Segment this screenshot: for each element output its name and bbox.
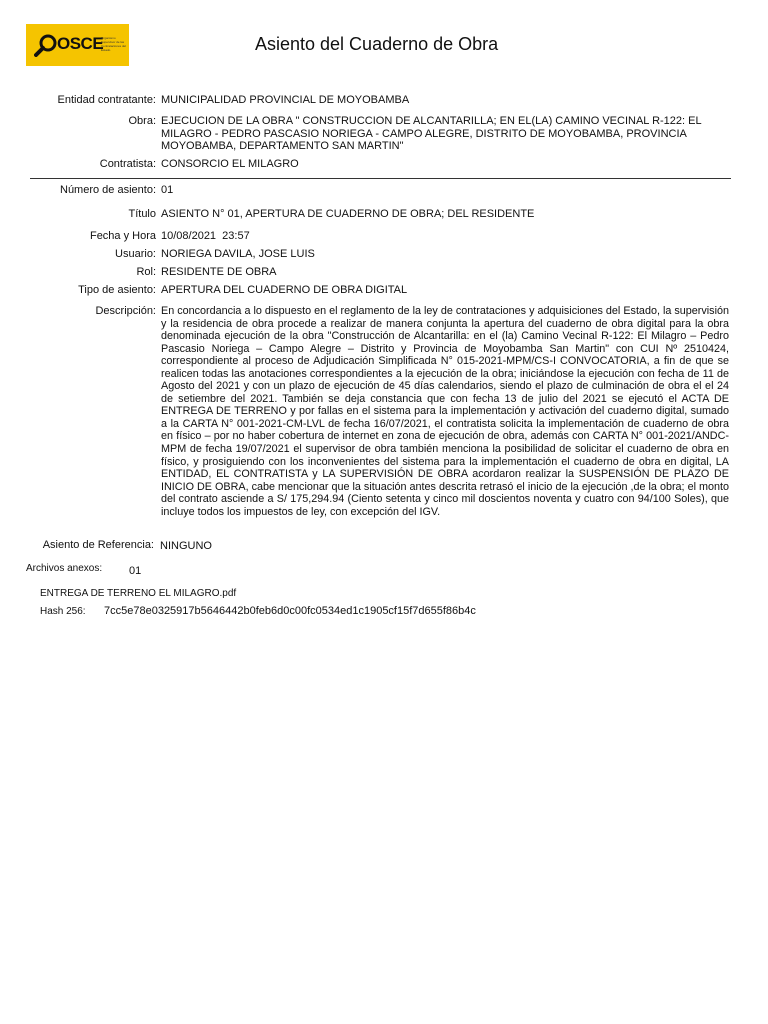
obra-label: Obra: xyxy=(128,115,156,127)
fecha-hora-value: 10/08/2021 23:57 xyxy=(161,230,250,242)
rol-label: Rol: xyxy=(136,266,156,278)
entidad-label: Entidad contratante: xyxy=(57,94,156,106)
fecha-hora-label: Fecha y Hora xyxy=(89,230,156,242)
attachment-file-name[interactable]: ENTREGA DE TERRENO EL MILAGRO.pdf xyxy=(40,588,237,599)
tipo-asiento-value: APERTURA DEL CUADERNO DE OBRA DIGITAL xyxy=(161,284,408,296)
descripcion-value: En concordancia a lo dispuesto en el reglamento de la ley de contrataciones y adquisiciones del Estado, la supervisión y la residencia de obra procede a realizar de manera conjunta la apertura del cuaderno de obra digital para la obra denominada ejecución de la obra "Construcción de Alcantarilla: en el (la) Camino Vecinal R-122: El Milagro – Pedro Pascasio Noriega – Campo Alegre – Distrito y Provincia de Moyobamba San Martin" con CUI Nº 2510424, correspondiente al proceso de Adjudicación Simplificada N° 015-2021-MPM/CS-I CONVOCATORIA, a fin de que se realicen todas las anotaciones correspondientes a la ejecución de la obra; iniciándose la ejecución con fecha de 11 de Agosto del 2021 y con un plazo de ejecución de 45 días calendarios, siendo el plazo de culminación de obra el el 24 de setiembre del 2021. También se deja constancia que con fecha 13 de julio del 2021 se ejecutó el ACTA DE ENTREGA DE TERRENO y por fallas en el sistema para la implementación y activación del cuaderno digital, sumado a la CARTA N° 001-2021-CM-LVL de fecha 16/07/2021, el contratista solicita la implementación de cuaderno de obra en físico – por no haber cobertura de internet en zona de ejecución de obra, además con CARTA N° 001-2021/ANDC-MPM de fecha 19/07/2021 el supervisor de obra también menciona la posibilidad de solicitar el cuaderno de obra en físico, y prosiguiendo con los inconvenientes del sistema para la implementación el cuaderno de obra en digital, LA ENTIDAD, EL CONTRATISTA y LA SUPERVISIÓN DE OBRA acordaron realizar la SUSPENSIÓN DE PLAZO DE INICIO DE OBRA, cabe mencionar que la situación antes descrita retrasó el inicio de la ejecución ,de la obra; el monto del contrato asciende a S/ 175,294.94 (Ciento setenta y cinco mil doscientos noventa y cuatro con 94/100 Soles), que incluye todos los impuestos de ley, con excepción del IGV. xyxy=(161,305,729,518)
obra-value: EJECUCION DE LA OBRA " CONSTRUCCION DE ALCANTARILLA; EN EL(LA) CAMINO VECINAL R-122: EL MILAGRO - PEDRO PASCASIO NORIEGA - CAMPO ALEGRE, DISTRITO DE MOYOBAMBA, PROVINCIA MOYOBAMBA, DEPARTAMENTO SAN MARTIN" xyxy=(161,115,702,153)
osce-logo xyxy=(26,24,129,66)
contratista-value: CONSORCIO EL MILAGRO xyxy=(161,158,299,170)
entidad-value: MUNICIPALIDAD PROVINCIAL DE MOYOBAMBA xyxy=(161,94,410,106)
numero-asiento-label: Número de asiento: xyxy=(60,184,156,196)
contratista-label: Contratista: xyxy=(99,158,156,170)
titulo-value: ASIENTO N° 01, APERTURA DE CUADERNO DE OBRA; DEL RESIDENTE xyxy=(161,208,535,220)
section-divider xyxy=(30,178,731,179)
numero-asiento-value: 01 xyxy=(161,184,174,196)
titulo-label: Título xyxy=(128,208,156,220)
referencia-label: Asiento de Referencia: xyxy=(42,539,154,551)
usuario-value: NORIEGA DAVILA, JOSE LUIS xyxy=(161,248,315,260)
hash-value: 7cc5e78e0325917b5646442b0feb6d0c00fc0534ed1c1905cf15f7d655f86b4c xyxy=(104,605,476,617)
archivos-anexos-label: Archivos anexos: xyxy=(26,563,103,574)
page-title: Asiento del Cuaderno de Obra xyxy=(255,34,499,54)
hash-label: Hash 256: xyxy=(40,606,86,617)
tipo-asiento-label: Tipo de asiento: xyxy=(78,284,156,296)
logo-text: OSCE xyxy=(57,34,104,53)
magnifier-icon xyxy=(34,33,58,57)
referencia-value: NINGUNO xyxy=(160,540,212,552)
usuario-label: Usuario: xyxy=(115,248,156,260)
descripcion-label: Descripción: xyxy=(95,305,156,317)
rol-value: RESIDENTE DE OBRA xyxy=(161,266,277,278)
archivos-anexos-count: 01 xyxy=(129,565,142,577)
logo-subtext: Organismo Supervisor de las Contrataciones del Estado xyxy=(101,36,127,52)
